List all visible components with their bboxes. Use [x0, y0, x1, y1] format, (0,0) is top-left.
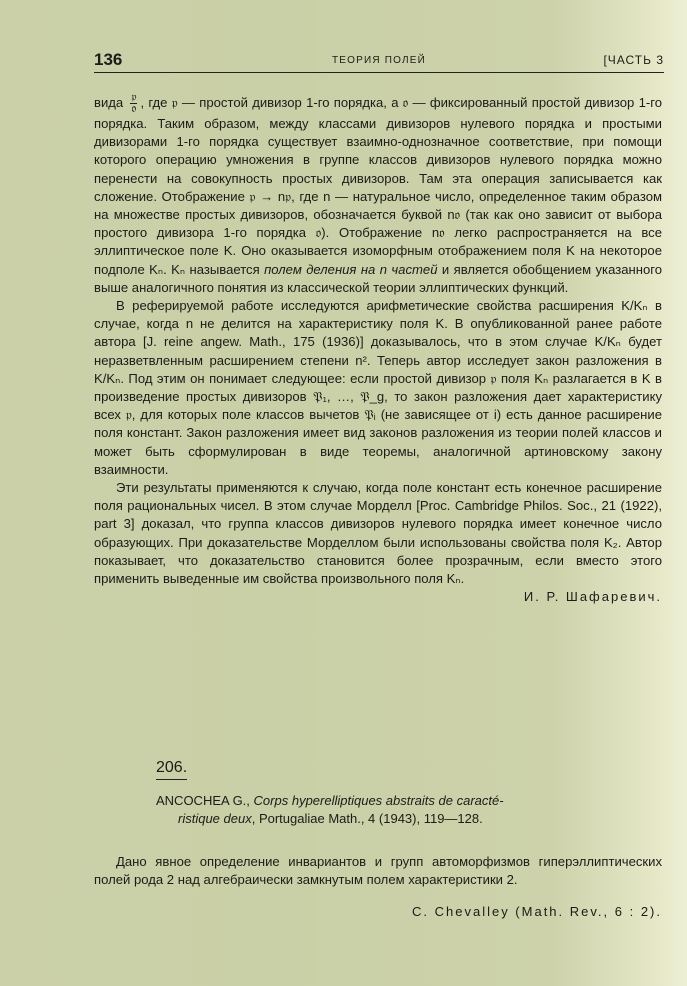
reviewer-signature: И. Р. Шафаревич. [523, 589, 662, 605]
source: , Portugaliae Math., 4 (1943), 119—128. [251, 811, 483, 826]
paragraph-2: В реферируемой работе исследуются арифметические свойства расширения K/Kₙ в случае, когда n не делится на характеристику поля K. В опубликованной ранее работе автора [J. reine angew. Math., 175 (1936)] доказывалось, что в этом случае K/Kₙ будет неразветвленным расширением степени n². Теперь автор исследует закон разложения в K/Kₙ. Под этим он понимает следующее: если простой дивизор 𝔭 поля Kₙ разлагается в K в произведение простых дивизоров 𝔓₁, …, 𝔓_g, то закон разложения дает характеристику всех 𝔭, для которых поле классов вычетов 𝔓ᵢ (не зависящее от i) есть данное расширение поля констант. Закон разложения имеет вид законов разложения из теории полей классов и может быть сформулирован в виде теоремы, аналогичной артиновскому закону взаимности. [94, 298, 662, 477]
review-205-text [94, 92, 662, 606]
work-title: Corps hyperelliptiques abstraits de caracté- [253, 793, 504, 808]
running-title: ТЕОРИЯ ПОЛЕЙ [331, 55, 427, 66]
italic-term: полем деления на n частей [264, 261, 438, 277]
page-number: 136 [94, 50, 123, 69]
author: ANCOCHEA G., [156, 793, 250, 808]
page-header [94, 50, 664, 73]
bibliographic-reference: ANCOCHEA G., Corps hyperelliptiques abstraits de caracté- ristique deux, Portugaliae Math., 4 (1943), 119—128. [156, 793, 504, 826]
paragraph-1: вида $\frac{\text{𝔭}}{\text{𝔬}}$ , где 𝔭 — простой дивизор 1-го порядка, а 𝔬 — фиксированный простой дивизор 1-го порядка. Таким образом, между классами дивизоров нулевого порядка и простыми дивизорами 1-го порядка существует взаимно-однозначное соответствие, при помощи которого операцию умножения в группе классов дивизоров нулевого порядка можно перенести на совокупность простых дивизоров. Там эта операция записывается как сложение. Отображение 𝔭 → n𝔭, где n — натуральное число, определенное таким образом на множестве простых дивизоров, обозначается буквой n𝔬 (так как оно зависит от выбора простого дивизора 1-го порядка 𝔬). Отображение n𝔬 легко распространяется на все эллиптическое поле K. Оно оказывается изоморфным отображением поля K на некоторое подполе Kₙ. Kₙ называется полем деления на n частей и является обобщением указанного выше аналогичного понятия из классической теории эллиптических функций. [94, 91, 663, 295]
fraction-p-over-o: $\frac{\text{𝔭}}{\text{𝔬}}$ [131, 91, 137, 115]
reviewer-signature: C. Chevalley (Math. Rev., 6 : 2). [412, 903, 662, 919]
abstract-paragraph: Дано явное определение инвариантов и групп автоморфизмов гиперэллиптических полей рода 2 над алгебраически замкнутым полем характеристики 2. [94, 854, 662, 888]
review-206-text [94, 840, 662, 934]
paragraph-3: Эти результаты применяются к случаю, когда поле констант есть конечное расширение поля рациональных чисел. В этом случае Морделл [Proc. Cambridge Philos. Soc., 21 (1922), part 3] доказал, что группа классов дивизоров нулевого порядка имеет конечное число образующих. При доказательстве Морделлом были использованы свойства поля K₂. Автор показывает, что доказательство становится более прозрачным, если вместо этого применить выведенные им свойства произвольного поля Kₙ. [94, 480, 662, 587]
entry-number: 206. [156, 759, 187, 780]
part-label: [ЧАСТЬ 3 [603, 53, 664, 67]
